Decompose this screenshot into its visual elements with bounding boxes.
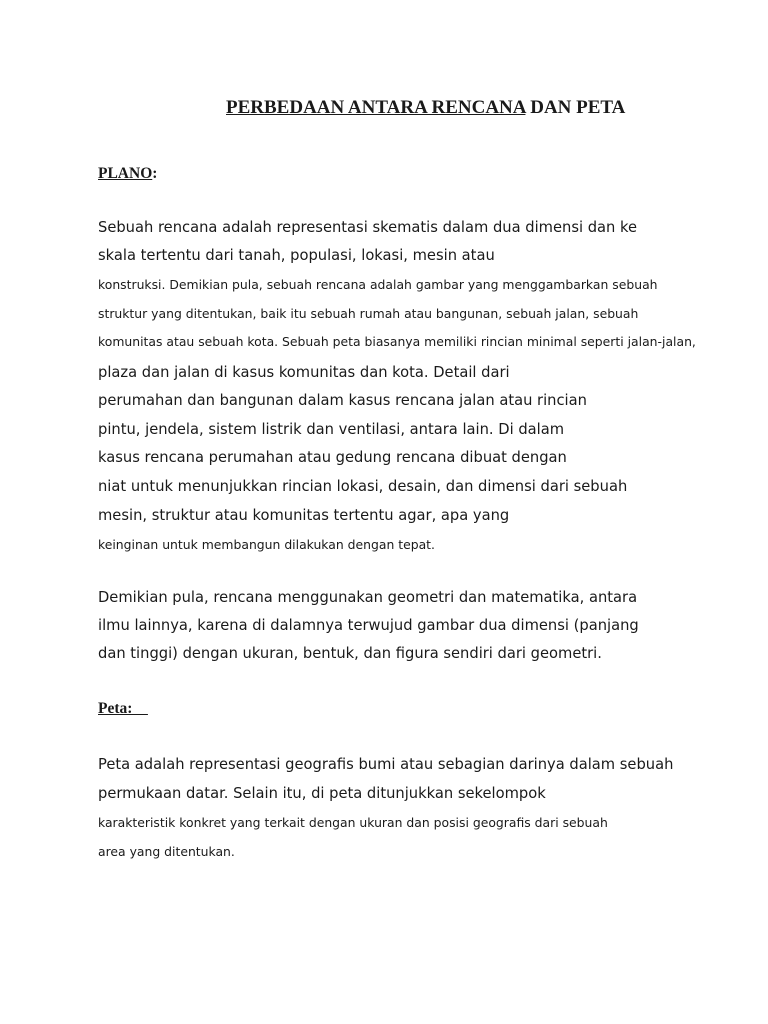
paragraph-line: karakteristik konkret yang terkait dengan ukuran dan posisi geografis dari sebuah [98, 815, 608, 830]
paragraph-line: kasus rencana perumahan atau gedung rencana dibuat dengan [98, 449, 567, 466]
section-heading-peta [98, 700, 148, 718]
paragraph-line: ilmu lainnya, karena di dalamnya terwujud gambar dua dimensi (panjang [98, 617, 639, 634]
section-heading-plano [98, 165, 157, 183]
paragraph-line: permukaan datar. Selain itu, di peta ditunjukkan sekelompok [98, 785, 546, 802]
paragraph-line: struktur yang ditentukan, baik itu sebuah rumah atau bangunan, sebuah jalan, sebuah [98, 306, 639, 321]
title-underlined-part: PERBEDAAN ANTARA RENCANA [226, 97, 526, 118]
paragraph-line: Sebuah rencana adalah representasi skematis dalam dua dimensi dan ke [98, 219, 638, 236]
paragraph-line: Peta adalah representasi geografis bumi atau sebagian darinya dalam sebuah [98, 756, 674, 773]
paragraph-line: pintu, jendela, sistem listrik dan ventilasi, antara lain. Di dalam [98, 421, 565, 438]
paragraph-line: skala tertentu dari tanah, populasi, lokasi, mesin atau [98, 247, 495, 264]
paragraph-line: perumahan dan bangunan dalam kasus rencana jalan atau rincian [98, 392, 587, 409]
paragraph-line: plaza dan jalan di kasus komunitas dan kota. Detail dari [98, 364, 510, 381]
heading-plano-colon: : [152, 165, 158, 182]
heading-plano-text: PLANO [98, 165, 153, 182]
paragraph-line: mesin, struktur atau komunitas tertentu agar, apa yang [98, 507, 510, 524]
paragraph-line: keinginan untuk membangun dilakukan dengan tepat. [98, 537, 435, 552]
heading-peta-text: Peta: [98, 700, 148, 717]
paragraph-line: Demikian pula, rencana menggunakan geometri dan matematika, antara [98, 589, 638, 606]
document-title [226, 97, 625, 119]
paragraph-line: dan tinggi) dengan ukuran, bentuk, dan figura sendiri dari geometri. [98, 645, 602, 662]
paragraph-line: komunitas atau sebuah kota. Sebuah peta biasanya memiliki rincian minimal seperti jalan-jalan, [98, 334, 696, 349]
paragraph-line: area yang ditentukan. [98, 844, 235, 859]
paragraph-line: niat untuk menunjukkan rincian lokasi, desain, dan dimensi dari sebuah [98, 478, 628, 495]
paragraph-line: konstruksi. Demikian pula, sebuah rencana adalah gambar yang menggambarkan sebuah [98, 277, 658, 292]
title-rest: DAN PETA [525, 97, 626, 118]
